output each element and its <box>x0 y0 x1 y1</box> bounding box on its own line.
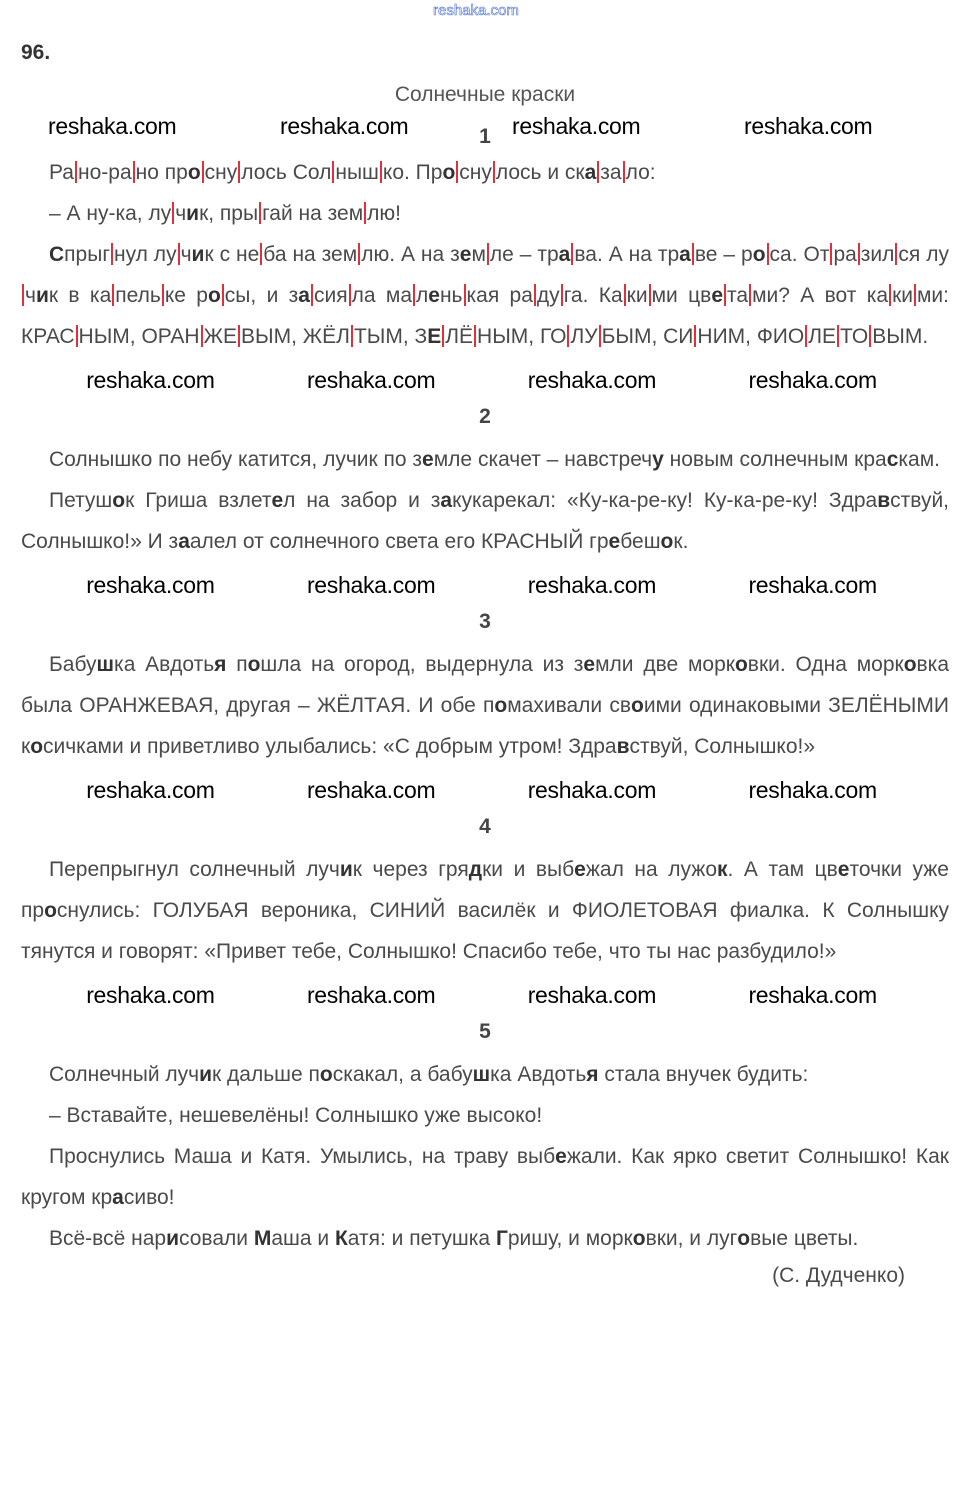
syllable-divider <box>162 284 164 306</box>
stressed-letter: я <box>586 1063 599 1086</box>
section-number: 5 <box>479 1020 491 1043</box>
syllable-divider <box>442 325 444 347</box>
stressed-letter: Г <box>495 1227 508 1250</box>
stressed-letter: о <box>734 653 748 676</box>
stressed-letter: М <box>253 1227 272 1250</box>
stressed-letter: е <box>837 858 850 881</box>
paragraph: Проснулись Маша и Катя. Умылись, на траву выбежали. Как ярко светит Солнышко! Как кругом красиво! <box>21 1145 949 1209</box>
syllable-divider <box>112 284 114 306</box>
stressed-letter: е <box>428 284 440 307</box>
stressed-letter: о <box>494 694 508 717</box>
syllable-divider <box>724 284 726 306</box>
syllable-divider <box>133 161 135 183</box>
syllable-divider <box>380 161 382 183</box>
stressed-letter: о <box>187 161 201 184</box>
stressed-letter: и <box>166 1227 179 1250</box>
paragraph: Бабушка Авдотья пошла на огород, выдернула из земли две морковки. Одна морковка была ОРАНЖЕВАЯ, другая – ЖЁЛТАЯ. И обе помахивали своими одинаковыми ЗЕЛЁНЫМИ косичками и приветливо улыбались: «С добрым утром! Здравствуй, Солнышко!» <box>21 653 949 758</box>
stressed-letter: о <box>207 284 221 307</box>
stressed-letter: я <box>214 653 227 676</box>
watermark: reshaka.com <box>86 982 215 1008</box>
stressed-letter: е <box>583 653 596 676</box>
stressed-letter: е <box>422 448 434 471</box>
watermark: reshaka.com <box>86 777 215 803</box>
syllable-divider <box>692 243 694 265</box>
paragraph: – А ну-ка, лу чик, пры гай на зем лю! <box>49 202 401 225</box>
paragraph: – Вставайте, нешевелёны! Солнышко уже высоко! <box>49 1104 543 1127</box>
syllable-divider <box>76 325 78 347</box>
syllable-divider <box>178 243 180 265</box>
syllable-divider <box>837 325 839 347</box>
syllable-divider <box>201 325 203 347</box>
stressed-letter: а <box>558 243 571 266</box>
stressed-letter: и <box>186 202 200 225</box>
watermark-row <box>0 767 963 813</box>
stressed-letter: о <box>737 1227 751 1250</box>
stressed-letter: а <box>440 489 453 512</box>
syllable-divider <box>567 325 569 347</box>
syllable-divider <box>202 161 204 183</box>
syllable-divider <box>694 325 696 347</box>
watermark-row <box>0 562 963 608</box>
syllable-divider <box>413 284 415 306</box>
paragraph: Всё-всё нарисовали Маша и Катя: и петушка Гришу, и морковки, и луговые цветы. <box>49 1227 859 1250</box>
syllable-divider <box>767 243 769 265</box>
syllable-divider <box>474 325 476 347</box>
stressed-letter: и <box>339 858 353 881</box>
stressed-letter: е <box>459 243 472 266</box>
syllable-divider <box>172 202 174 224</box>
syllable-divider <box>259 202 261 224</box>
paragraph: Спрыг нул лу чик с не ба на зем лю. А на зем ле – тра ва. А на тра ве – ро са. От ра зил ся лучик в ка пель ке ро сы, и за сия ла ма лень кая ра ду га. Ка ки ми цве та ми? А вот ка ки ми: КРАС НЫМ, ОРАН ЖЕ ВЫМ, ЖЁЛ ТЫМ, ЗЕ ЛЁ НЫМ, ГО ЛУ БЫМ, СИ НИМ, ФИО ЛЕ ТО ВЫМ. <box>21 243 949 348</box>
stressed-letter: с <box>886 448 899 471</box>
watermark: reshaka.com <box>433 2 519 19</box>
stressed-letter: и <box>35 284 49 307</box>
stressed-letter: е <box>271 489 284 512</box>
stressed-letter: е <box>555 1145 567 1168</box>
stressed-letter: а <box>679 243 691 266</box>
stressed-letter: Е <box>427 325 442 348</box>
exercise-number: 96. <box>21 41 51 64</box>
syllable-divider <box>332 161 334 183</box>
watermark: reshaka.com <box>527 367 657 393</box>
stressed-letter: а <box>178 530 190 553</box>
watermark: reshaka.com <box>306 367 436 393</box>
section-number: 4 <box>479 815 491 838</box>
stressed-letter: о <box>319 1063 333 1086</box>
syllable-divider <box>597 161 599 183</box>
stressed-letter: о <box>44 899 57 922</box>
watermark: reshaka.com <box>748 982 877 1008</box>
stressed-letter: у <box>652 448 664 471</box>
syllable-divider <box>895 243 897 265</box>
stressed-letter: и <box>199 1063 213 1086</box>
watermark: reshaka.com <box>48 113 177 139</box>
stressed-letter: ш <box>96 653 115 676</box>
syllable-divider <box>487 243 489 265</box>
section-header-row <box>0 108 963 152</box>
watermark: reshaka.com <box>527 777 657 803</box>
watermark: reshaka.com <box>748 777 877 803</box>
stressed-letter: о <box>903 653 917 676</box>
stressed-letter: о <box>631 694 644 717</box>
syllable-divider <box>222 284 224 306</box>
syllable-divider <box>311 284 313 306</box>
stressed-letter: а <box>112 1186 124 1209</box>
syllable-divider <box>858 243 860 265</box>
watermark: reshaka.com <box>86 367 215 393</box>
stressed-letter: С <box>49 243 65 266</box>
syllable-divider <box>749 284 751 306</box>
watermark: reshaka.com <box>748 572 877 598</box>
stressed-letter: о <box>30 735 44 758</box>
watermark-row <box>0 972 963 1018</box>
section-number: 3 <box>479 610 491 633</box>
paragraph: Перепрыгнул солнечный лучик через грядки и выбежал на лужок. А там цветочки уже проснулись: ГОЛУБАЯ вероника, СИНИЙ василёк и ФИОЛЕТОВАЯ фиалка. К Солнышку тянутся и говорят: «Привет тебе, Солнышко! Спасибо тебе, что ты нас разбудило!» <box>21 858 949 963</box>
syllable-divider <box>914 284 916 306</box>
syllable-divider <box>111 243 113 265</box>
stressed-letter: д <box>468 858 483 881</box>
syllable-divider <box>624 284 626 306</box>
watermark: reshaka.com <box>306 572 436 598</box>
section-number: 2 <box>479 405 491 428</box>
paragraph: Ра но-ра но про сну лось Сол ныш ко. Про сну лось и ска за ло: <box>49 161 656 184</box>
stressed-letter: а <box>298 284 310 307</box>
stressed-letter: о <box>247 653 261 676</box>
paragraph: Солнечный лучик дальше поскакал, а бабушка Авдотья стала внучек будить: <box>49 1063 809 1086</box>
syllable-divider <box>561 284 563 306</box>
syllable-divider <box>805 325 807 347</box>
stressed-letter: о <box>632 1227 646 1250</box>
stressed-letter: и <box>191 243 205 266</box>
watermark: reshaka.com <box>527 572 657 598</box>
syllable-divider <box>238 161 240 183</box>
syllable-divider <box>349 284 351 306</box>
stressed-letter: о <box>442 161 456 184</box>
syllable-divider <box>599 325 601 347</box>
watermark: reshaka.com <box>748 367 877 393</box>
syllable-divider <box>358 243 360 265</box>
watermark: reshaka.com <box>527 982 657 1008</box>
paragraph: Солнышко по небу катится, лучик по земле скачет – навстречу новым солнечным краскам. <box>49 448 940 471</box>
syllable-divider <box>493 161 495 183</box>
syllable-divider <box>649 284 651 306</box>
author: (С. Дудченко) <box>772 1264 905 1287</box>
page-title: Солнечные краски <box>394 83 576 106</box>
syllable-divider <box>75 161 77 183</box>
stressed-letter: о <box>112 489 126 512</box>
stressed-letter: ш <box>472 1063 491 1086</box>
stressed-letter: в <box>616 735 630 758</box>
paragraph: Петушок Гриша взлетел на забор и закукарекал: «Ку-ка-ре-ку! Ку-ка-ре-ку! Здравствуй, Солнышко!» И заалел от солнечного света его КРАСНЫЙ гребешок. <box>21 489 950 553</box>
watermark: reshaka.com <box>306 982 436 1008</box>
syllable-divider <box>830 243 832 265</box>
watermark: reshaka.com <box>280 113 409 139</box>
watermark: reshaka.com <box>512 113 641 139</box>
syllable-divider <box>364 202 366 224</box>
syllable-divider <box>623 161 625 183</box>
stressed-letter: а <box>584 161 597 184</box>
watermark-row <box>0 357 963 403</box>
watermark: reshaka.com <box>86 572 215 598</box>
syllable-divider <box>22 284 24 306</box>
syllable-divider <box>351 325 353 347</box>
stressed-letter: в <box>877 489 891 512</box>
syllable-divider <box>534 284 536 306</box>
watermark: reshaka.com <box>306 777 436 803</box>
stressed-letter: е <box>608 530 621 553</box>
stressed-letter: к <box>717 858 728 881</box>
section-number: 1 <box>479 125 491 148</box>
stressed-letter: е <box>574 858 586 881</box>
document-body <box>0 82 963 1289</box>
syllable-divider <box>456 161 458 183</box>
stressed-letter: К <box>334 1227 348 1250</box>
syllable-divider <box>869 325 871 347</box>
watermark: reshaka.com <box>744 113 873 139</box>
syllable-divider <box>571 243 573 265</box>
syllable-divider <box>238 325 240 347</box>
syllable-divider <box>889 284 891 306</box>
syllable-divider <box>464 284 466 306</box>
stressed-letter: е <box>711 284 723 307</box>
syllable-divider <box>260 243 262 265</box>
stressed-letter: о <box>660 530 674 553</box>
stressed-letter: о <box>752 243 766 266</box>
